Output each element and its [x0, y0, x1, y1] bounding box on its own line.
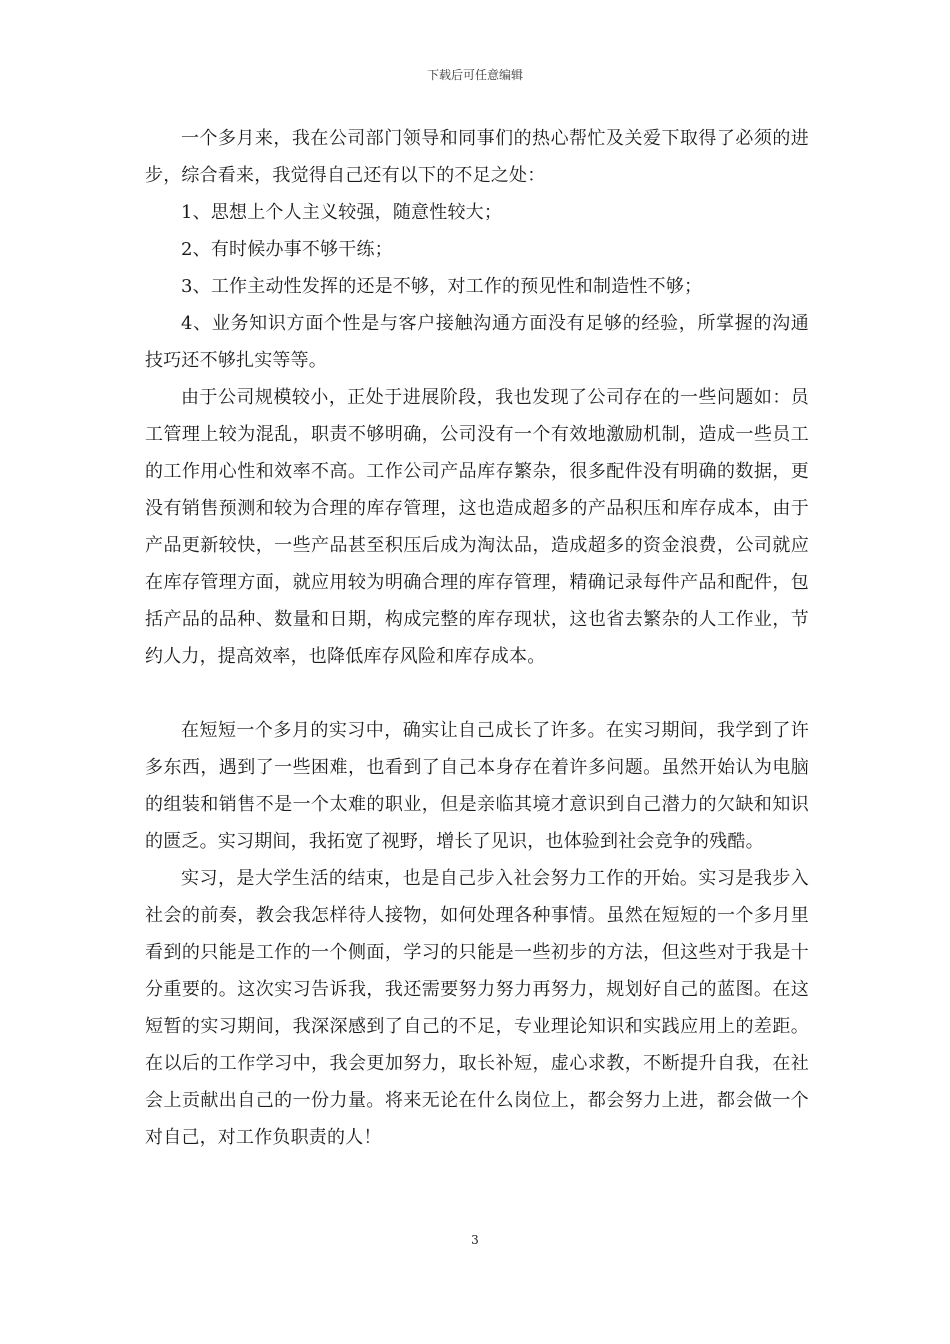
- paragraph-company-issues: 由于公司规模较小，正处于进展阶段，我也发现了公司存在的一些问题如：员工管理上较为混乱，职责不够明确，公司没有一个有效地激励机制，造成一些员工的工作用心性和效率不高。工作公司产品库存繁杂，很多配件没有明确的数据，更没有销售预测和较为合理的库存管理，这也造成超多的产品积压和库存成本，由于产品更新较快，一些产品甚至积压后成为淘汰品，造成超多的资金浪费，公司就应在库存管理方面，就应用较为明确合理的库存管理，精确记录每件产品和配件，包括产品的品种、数量和日期，构成完整的库存现状，这也省去繁杂的人工作业，节约人力，提高效率，也降低库存风险和库存成本。: [145, 387, 809, 667]
- paragraph-conclusion: 实习，是大学生活的结束，也是自己步入社会努力工作的开始。实习是我步入社会的前奏，教会我怎样待人接物，如何处理各种事情。虽然在短短的一个多月里看到的只能是工作的一个侧面，学习的只能是一些初步的方法，但这些对于我是十分重要的。这次实习告诉我，我还需要努力努力再努力，规划好自己的蓝图。在这短暂的实习期间，我深深感到了自己的不足，专业理论知识和实践应用上的差距。在以后的工作学习中，我会更加努力，取长补短，虚心求教，不断提升自我，在社会上贡献出自己的一份力量。将来无论在什么岗位上，都会努力上进，都会做一个对自己，对工作负职责的人！: [145, 868, 809, 1148]
- paragraph-intro: 一个多月来，我在公司部门领导和同事们的热心帮忙及关爱下取得了必须的进步，综合看来，我觉得自己还有以下的不足之处：: [145, 128, 809, 186]
- list-item-2: 2、有时候办事不够干练；: [181, 239, 393, 260]
- list-item-1: 1、思想上个人主义较强，随意性较大；: [181, 202, 503, 223]
- list-item-3: 3、工作主动性发挥的还是不够，对工作的预见性和制造性不够；: [181, 276, 703, 297]
- page-header: 下载后可任意编辑: [426, 68, 523, 82]
- paragraph-spacer: [145, 675, 809, 712]
- paragraph-internship-growth: 在短短一个多月的实习中，确实让自己成长了许多。在实习期间，我学到了许多东西，遇到了一些困难，也看到了自己本身存在着许多问题。虽然开始认为电脑的组装和销售不是一个太难的职业，但是亲临其境才意识到自己潜力的欠缺和知识的匮乏。实习期间，我拓宽了视野，增长了见识，也体验到社会竞争的残酷。: [145, 720, 809, 852]
- page-number: 3: [471, 1233, 479, 1247]
- list-item-4: 4、业务知识方面个性是与客户接触沟通方面没有足够的经验，所掌握的沟通技巧还不够扎实等等。: [145, 313, 809, 371]
- document-body: [145, 120, 809, 1156]
